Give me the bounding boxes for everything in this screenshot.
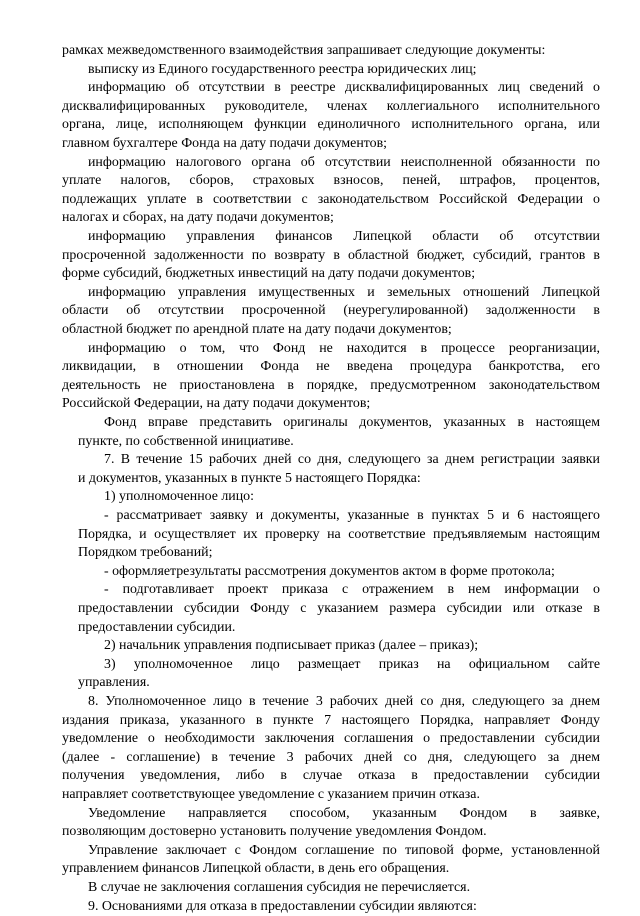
paragraph-line: форме субсидий, бюджетных инвестиций на дату подачи документов; [62, 266, 476, 282]
paragraph-line: направляет соответствующее уведомление с указанием причин отказа. [62, 787, 480, 802]
paragraph-line: предоставлении субсидии Фонду с указанием размера субсидии или отказе в [78, 601, 600, 616]
paragraph-line: Уведомление направляется способом, указанным Фондом в заявке, [88, 805, 600, 821]
paragraph-line: рамках межведомственного взаимодействия запрашивает следующие документы: [62, 43, 546, 58]
paragraph-line: подлежащих уплате в соответствии с законодательством Российской Федерации о [62, 191, 600, 207]
paragraph-line: управления. [78, 675, 150, 691]
paragraph-line: - подготавливает проект приказа с отражением в нем информации о [104, 582, 600, 598]
paragraph-line: 9. Основаниями для отказа в предоставлении субсидии являются: [88, 898, 477, 914]
paragraph-line: просроченной задолженности по возврату в областной бюджет, субсидий, грантов в [62, 247, 600, 263]
paragraph-line: дисквалифицированных руководителе, членах коллегиального исполнительного [62, 98, 600, 114]
paragraph-line: Фонд вправе представить оригиналы документов, указанных в настоящем [104, 415, 600, 430]
paragraph-line: управлением финансов Липецкой области, в день его обращения. [62, 861, 450, 877]
paragraph-line: 3) уполномоченное лицо размещает приказ на официальном сайте [104, 656, 600, 672]
paragraph-line: информацию налогового органа об отсутствии неисполненной обязанности по [88, 154, 600, 170]
paragraph-line: информацию управления финансов Липецкой области об отсутствии [88, 229, 600, 244]
paragraph-line: (далее - соглашение) в течение 3 рабочих дней со дня, следующего за днем [62, 749, 600, 765]
paragraph-line: органа, лице, исполняющем функции единоличного исполнительного органа, или [62, 117, 600, 133]
paragraph-line: - рассматривает заявку и документы, указанные в пунктах 5 и 6 настоящего [104, 508, 600, 523]
paragraph-line: 8. Уполномоченное лицо в течение 3 рабочих дней со дня, следующего за днем [88, 694, 600, 709]
paragraph-line: Российской Федерации, на дату подачи документов; [62, 396, 371, 412]
paragraph-line: предоставлении субсидии. [78, 619, 236, 635]
paragraph-line: 7. В течение 15 рабочих дней со дня, следующего за днем регистрации заявки [104, 452, 600, 468]
paragraph-line: Порядка, и осуществляет их проверку на соответствие предъявляемым настоящим [78, 526, 600, 542]
paragraph-line: В случае не заключения соглашения субсидия не перечисляется. [88, 880, 471, 895]
paragraph-line: 1) уполномоченное лицо: [104, 489, 254, 505]
paragraph-line: выписку из Единого государственного реестра юридических лиц; [88, 61, 477, 77]
paragraph-line: 2) начальник управления подписывает приказ (далее – приказ); [104, 638, 479, 654]
paragraph-line: информацию об отсутствии в реестре дисквалифицированных лиц сведений о [88, 80, 600, 96]
paragraph-line: налогах и сборах, на дату подачи документов; [62, 210, 334, 226]
paragraph-line: позволяющим достоверно установить получение уведомления Фондом. [62, 824, 487, 840]
paragraph-line: информацию о том, что Фонд не находится в процессе реорганизации, [88, 340, 600, 356]
paragraph-line: информацию управления имущественных и земельных отношений Липецкой [88, 284, 600, 300]
paragraph-line: уведомление о необходимости заключения соглашения о предоставлении субсидии [62, 731, 600, 747]
paragraph-line: Управление заключает с Фондом соглашение по типовой форме, установленной [88, 842, 600, 858]
paragraph-line: издания приказа, указанного в пункте 7 настоящего Порядка, направляет Фонду [62, 712, 600, 728]
paragraph-line: главном бухгалтере Фонда на дату подачи документов; [62, 136, 388, 151]
paragraph-line: пункте, по собственной инициативе. [78, 433, 294, 449]
paragraph-line: уплате налогов, сборов, страховых взносов, пеней, штрафов, процентов, [62, 173, 600, 189]
paragraph-line: деятельность не приостановлена в порядке, предусмотренном законодательством [62, 377, 600, 393]
paragraph-line: областной бюджет по арендной плате на дату подачи документов; [62, 322, 452, 337]
paragraph-line: и документов, указанных в пункте 5 настоящего Порядка: [78, 470, 421, 486]
paragraph-line: получения уведомления, либо в случае отказа в предоставлении субсидии [62, 768, 600, 784]
paragraph-line: - оформляетрезультаты рассмотрения документов актом в форме протокола; [104, 563, 555, 579]
paragraph-line: ликвидации, в отношении Фонда не введена процедура банкротства, его [62, 359, 600, 375]
paragraph-line: области об отсутствии просроченной (неурегулированной) задолженности в [62, 303, 600, 319]
paragraph-line: Порядком требований; [78, 545, 213, 561]
